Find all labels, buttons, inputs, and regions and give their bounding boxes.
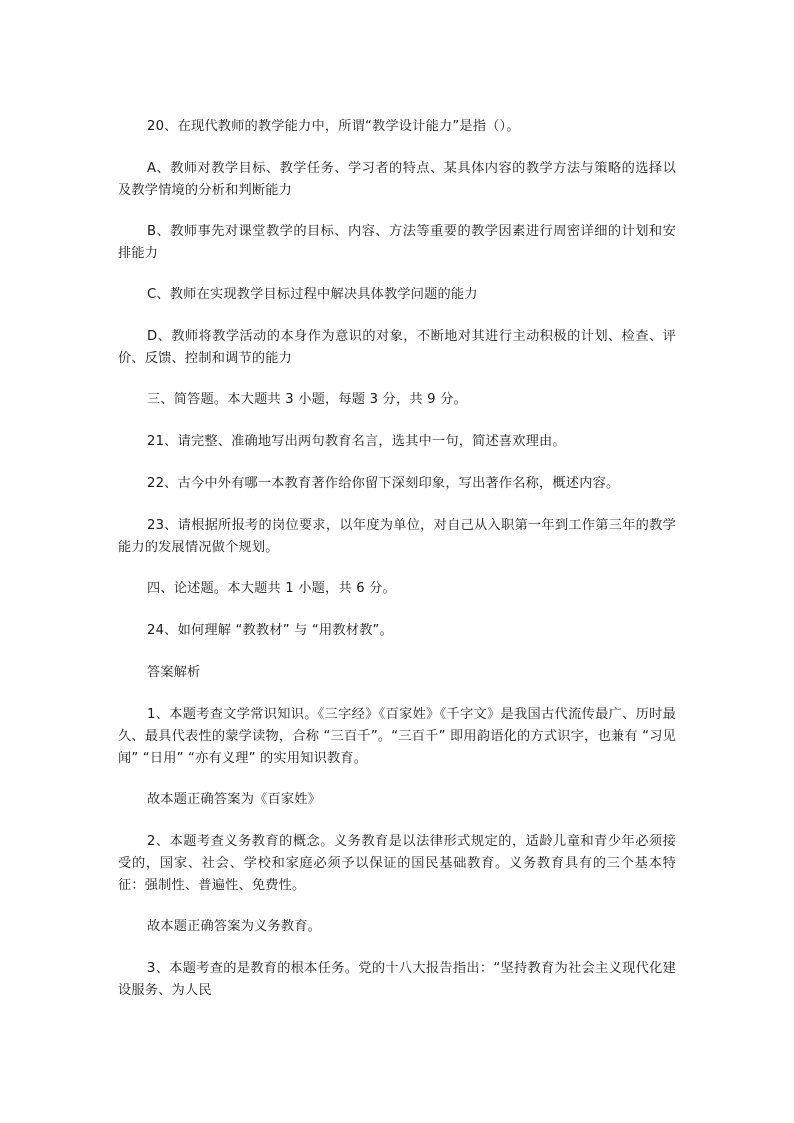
- section-heading-essay: 四、论述题。本大题共 1 小题，共 6 分。: [147, 581, 396, 596]
- question-24: 24、如何理解 “教教材” 与 “用教材教”。: [147, 623, 393, 638]
- document-page: [118, 116, 676, 1021]
- option-c: C、教师在实现教学目标过程中解决具体教学问题的能力: [147, 287, 478, 302]
- answer-2-conclusion: 故本题正确答案为义务教育。: [147, 919, 322, 934]
- option-d: D、教师将教学活动的本身作为意识的对象，不断地对其进行主动积极的计划、检查、评价、反馈、控制和调节的能力: [118, 329, 676, 366]
- question-22: 22、古今中外有哪一本教育著作给你留下深刻印象，写出著作名称，概述内容。: [147, 476, 620, 491]
- answer-1-analysis: 1、本题考查文学常识知识。《三字经》《百家姓》《千字文》是我国古代流传最广、历时最久、最具代表性的蒙学读物，合称 “三百千”。“三百千” 即用韵语化的方式识字，也兼有 “习见闻” “日用” “亦有义理” 的实用知识教育。: [118, 707, 676, 766]
- section-heading-short-answer: 三、简答题。本大题共 3 小题，每题 3 分，共 9 分。: [147, 392, 467, 407]
- question-23: 23、请根据所报考的岗位要求，以年度为单位，对自己从入职第一年到工作第三年的教学能力的发展情况做个规划。: [118, 518, 676, 555]
- option-b: B、教师事先对课堂教学的目标、内容、方法等重要的教学因素进行周密详细的计划和安排能力: [118, 224, 676, 261]
- option-a: A、教师对教学目标、教学任务、学习者的特点、某具体内容的教学方法与策略的选择以及教学情境的分析和判断能力: [118, 161, 676, 198]
- question-21: 21、请完整、准确地写出两句教育名言，选其中一句，简述喜欢理由。: [147, 434, 566, 449]
- answer-analysis-heading: 答案解析: [147, 665, 201, 680]
- question-20: 20、在现代教师的教学能力中，所谓“教学设计能力”是指（）。: [147, 119, 520, 134]
- answer-2-analysis: 2、本题考查义务教育的概念。义务教育是以法律形式规定的，适龄儿童和青少年必须接受的，国家、社会、学校和家庭必须予以保证的国民基础教育。义务教育具有的三个基本特征：强制性、普遍性、免费性。: [118, 834, 676, 893]
- answer-3-analysis: 3、本题考查的是教育的根本任务。党的十八大报告指出：“坚持教育为社会主义现代化建设服务、为人民: [118, 961, 676, 998]
- answer-1-conclusion: 故本题正确答案为《百家姓》: [147, 792, 322, 807]
